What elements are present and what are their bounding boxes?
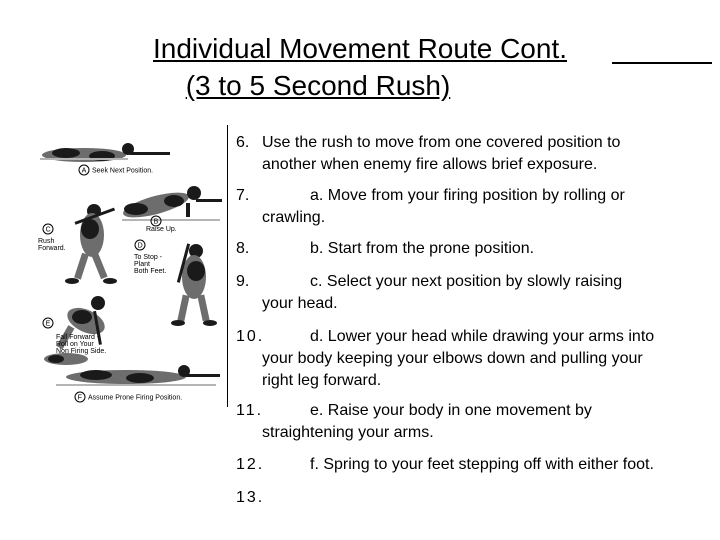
item-number: 9. xyxy=(236,273,250,290)
svg-text:Fall Forward -: Fall Forward - xyxy=(56,334,100,341)
label-d xyxy=(134,240,166,275)
soldier-rushing-figure-c xyxy=(65,204,117,284)
svg-text:B: B xyxy=(153,218,159,226)
item-text-line: a. Move from your firing position by rolling or xyxy=(310,187,625,204)
rush-illustration xyxy=(36,125,222,407)
soldier-prone-figure-a xyxy=(40,143,170,162)
item-text-line: e. Raise your body in one movement by xyxy=(310,402,592,419)
item-number: 6. xyxy=(236,134,250,151)
item-text-line: d. Lower your head while drawing your arms into xyxy=(310,328,655,345)
item-number: 13. xyxy=(236,489,265,506)
item-continuation: straightening your arms. xyxy=(262,424,434,441)
item-text xyxy=(262,400,720,444)
figure-divider xyxy=(227,125,228,407)
item-text xyxy=(262,271,720,315)
item-text xyxy=(262,326,720,392)
svg-text:Assume Prone Firing Position.: Assume Prone Firing Position. xyxy=(88,394,183,402)
svg-text:Rush: Rush xyxy=(38,238,55,245)
svg-text:Plant: Plant xyxy=(134,261,150,268)
svg-text:F: F xyxy=(77,394,82,402)
rush-sequence-drawing xyxy=(36,125,222,407)
item-continuation: another when enemy fire allows brief exposure. xyxy=(262,156,598,173)
soldier-prone-firing-figure-f xyxy=(56,365,220,386)
svg-text:A: A xyxy=(81,167,87,175)
item-text xyxy=(262,132,706,176)
slide-title xyxy=(0,30,720,104)
item-text xyxy=(262,185,720,229)
svg-text:E: E xyxy=(45,320,51,328)
svg-text:Roll on Your: Roll on Your xyxy=(56,341,94,348)
title-line-2: (3 to 5 Second Rush) xyxy=(185,70,451,101)
item-number: 8. xyxy=(236,240,250,257)
title-line-1: Individual Movement Route Cont. xyxy=(153,33,567,64)
item-text-line: c. Select your next position by slowly raising xyxy=(310,273,623,290)
soldier-stopping-figure-d xyxy=(171,243,217,326)
svg-text:Raise Up.: Raise Up. xyxy=(146,226,177,233)
item-continuation: your body keeping your elbows down and pulling your xyxy=(262,350,643,367)
svg-text:Non Firing Side.: Non Firing Side. xyxy=(56,348,107,355)
svg-text:C: C xyxy=(45,226,51,234)
svg-text:D: D xyxy=(137,242,143,250)
svg-text:Forward.: Forward. xyxy=(38,245,66,252)
item-number: 10. xyxy=(236,328,265,345)
item-text: f. Spring to your feet stepping off with either foot. xyxy=(310,456,654,473)
svg-text:Both Feet.: Both Feet. xyxy=(134,268,167,275)
item-continuation: right leg forward. xyxy=(262,372,382,389)
item-number: 12. xyxy=(236,456,265,473)
svg-text:Seek Next Position.: Seek Next Position. xyxy=(92,167,154,175)
soldier-raising-figure-b xyxy=(121,186,222,222)
title-underline-extension xyxy=(612,62,712,64)
item-number: 11. xyxy=(236,402,264,419)
item-text: b. Start from the prone position. xyxy=(310,240,535,257)
label-f xyxy=(75,392,182,402)
item-number: 7. xyxy=(236,187,250,204)
label-a xyxy=(79,165,153,175)
label-b xyxy=(146,216,177,233)
item-continuation: your head. xyxy=(262,295,338,312)
item-text-line: Use the rush to move from one covered position to xyxy=(262,134,621,151)
svg-text:To Stop -: To Stop - xyxy=(134,254,163,261)
label-c xyxy=(38,224,66,252)
item-continuation: crawling. xyxy=(262,209,326,226)
